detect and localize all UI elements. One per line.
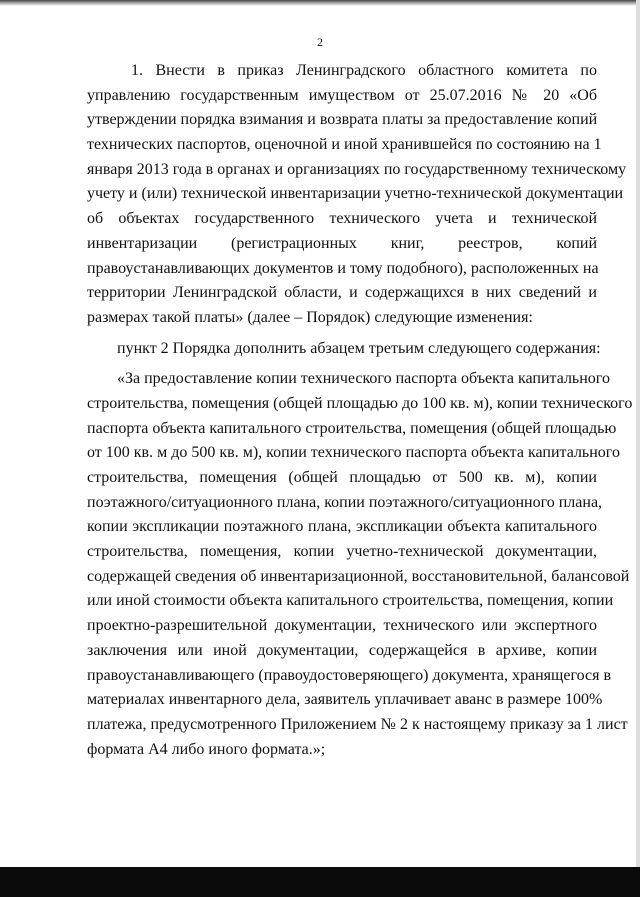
scan-top-edge — [0, 0, 640, 6]
text-line: инвентаризации (регистрационных книг, реестров, копий — [87, 234, 597, 252]
text-line: строительства, помещения (общей площадью до 100 кв. м), копии технического — [87, 394, 633, 412]
text-line: об объектах государственного технического учета и технической — [87, 210, 597, 228]
text-line: или иной стоимости объекта капитального строительства, помещения, копии — [87, 592, 614, 610]
text-line: технических паспортов, оценочной и иной хранившейся по состоянию на 1 — [87, 136, 602, 154]
scan-right-edge — [636, 0, 640, 897]
text-line: правоустанавливающих документов и тому подобного), расположенных на — [87, 259, 599, 277]
text-line: учету и (или) технической инвентаризации учетно-технической документации — [87, 185, 624, 203]
text-line: января 2013 года в органах и организациях по государственному техническому — [87, 160, 627, 178]
text-line: правоустанавливающего (правоудостоверяющего) документа, хранящегося в — [87, 666, 612, 684]
text-line: проектно-разрешительной документации, технического или экспертного — [87, 617, 597, 635]
item-1-paragraph — [87, 59, 627, 331]
text-line: строительства, помещения, копии учетно-технической документации, — [87, 543, 597, 561]
scan-bottom-edge — [0, 867, 640, 897]
text-line: платежа, предусмотренного Приложением № 2 к настоящему приказу за 1 лист — [87, 715, 628, 733]
text-line: строительства, помещения (общей площадью от 500 кв. м), копии — [87, 469, 597, 486]
text-line: управлению государственным имуществом от 25.07.2016 № 20 «Об — [87, 86, 597, 104]
point-2-paragraph — [87, 337, 601, 362]
text-line: поэтажного/ситуационного плана, копии поэтажного/ситуационного плана, — [87, 493, 603, 511]
text-line: заключения или иной документации, содержащейся в архиве, копии — [87, 641, 597, 659]
text-line: материалах инвентарного дела, заявитель уплачивает аванс в размере 100% — [87, 691, 603, 709]
text-line: территории Ленинградской области, и содержащихся в них сведений и — [87, 284, 597, 302]
text-line: паспорта объекта капитального строительства, помещения (общей площадью — [87, 419, 617, 437]
quoted-paragraph — [87, 367, 633, 762]
text-line: пункт 2 Порядка дополнить абзацем третьим следующего содержания: — [117, 339, 601, 357]
text-line: 1. Внести в приказ Ленинградского областного комитета по — [131, 62, 597, 79]
text-line: от 100 кв. м до 500 кв. м), копии технического паспорта объекта капитального — [87, 444, 620, 462]
text-line: формата А4 либо иного формата.»; — [87, 740, 326, 758]
text-line: размерах такой платы» (далее – Порядок) следующие изменения: — [87, 308, 533, 326]
document-body — [87, 59, 633, 762]
page-number: 2 — [317, 35, 323, 49]
text-line: копии экспликации поэтажного плана, экспликации объекта капитального — [87, 518, 597, 536]
text-line: содержащей сведения об инвентаризационной, восстановительной, балансовой — [87, 567, 630, 585]
text-line: «За предоставление копии технического паспорта объекта капитального — [117, 370, 610, 388]
text-line: утверждении порядка взимания и возврата платы за предоставление копий — [87, 111, 598, 129]
